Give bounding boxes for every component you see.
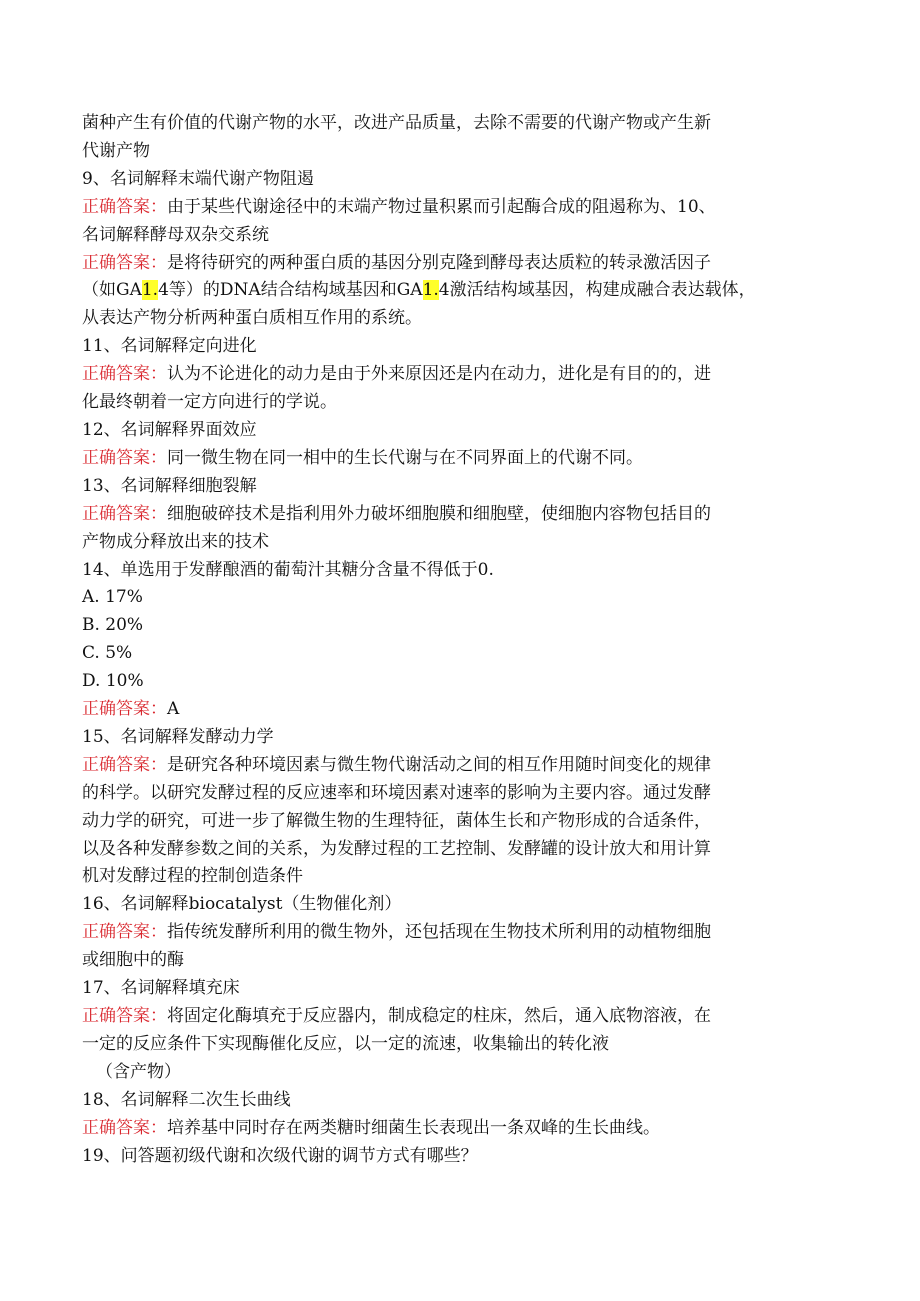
answer-label: 正确答案： [82,196,167,217]
question-10: 名词解释酵母双杂交系统 [82,224,269,245]
answer-label: 正确答案： [82,447,167,468]
text-line: 动力学的研究，可进一步了解微生物的生理特征，菌体生长和产物形成的合适条件， [82,810,711,831]
answer-line [82,361,842,389]
answer-text: A [167,699,180,720]
question-12: 12、名词解释界面效应 [82,419,257,440]
question-15: 15、名词解释发酵动力学 [82,726,274,747]
answer-line [82,250,842,278]
text-line: 菌种产生有价值的代谢产物的水平，改进产品质量，去除不需要的代谢产物或产生新 [82,113,711,133]
answer-label: 正确答案： [82,503,167,524]
answer-label: 正确答案： [82,252,167,273]
answer-label: 正确答案： [82,364,167,385]
text-line: 机对发酵过程的控制创造条件 [82,866,303,887]
highlighted-text: 1. [422,280,439,301]
answer-label: 正确答案： [82,1006,167,1026]
question-14: 14、单选用于发酵酿酒的葡萄汁其糖分含量不得低于0. [82,559,494,580]
question-13: 13、名词解释细胞裂解 [82,475,257,496]
text-line: 以及各种发酵参数之间的关系，为发酵过程的工艺控制、发酵罐的设计放大和用计算 [82,838,711,859]
question-19: 19、问答题初级代谢和次级代谢的调节方式有哪些？ [82,1145,478,1166]
answer-line [82,919,842,947]
question-18: 18、名词解释二次生长曲线 [82,1089,291,1110]
answer-line [82,696,842,724]
text-line: 产物成分释放出来的技术 [82,531,269,552]
text-fragment: （如GA [82,280,142,301]
option-d: D. 10% [82,671,144,692]
option-c: C. 5% [82,643,133,664]
answer-label: 正确答案： [82,754,167,775]
document-page [82,110,842,1170]
answer-text: 将固定化酶填充于反应器内，制成稳定的柱床，然后，通入底物溶液，在 [167,1006,711,1026]
question-16: 16、名词解释biocatalyst（生物催化剂） [82,894,402,915]
text-line: 的科学。以研究发酵过程的反应速率和环境因素对速率的影响为主要内容。通过发酵 [82,782,711,803]
option-a: A. 17% [82,587,143,608]
answer-line [82,445,842,473]
text-fragment: 4激活结构域基因，构建成融合表达载体， [438,280,756,301]
answer-text: 认为不论进化的动力是由于外来原因还是内在动力，进化是有目的的，进 [167,364,711,385]
answer-line [82,501,842,529]
answer-line [82,752,842,780]
highlighted-text: 1. [141,280,159,301]
option-b: B. 20% [82,615,144,636]
answer-line [82,194,842,222]
answer-label: 正确答案： [82,699,167,720]
text-line: 或细胞中的酶 [82,950,184,971]
text-line: 一定的反应条件下实现酶催化反应，以一定的流速，收集输出的转化液 [82,1033,609,1054]
question-17: 17、名词解释填充床 [82,978,240,999]
text-line: 从表达产物分析两种蛋白质相互作用的系统。 [82,308,422,329]
answer-text: 由于某些代谢途径中的末端产物过量积累而引起酶合成的阻遏称为、10、 [167,196,716,217]
answer-text: 细胞破碎技术是指利用外力破坏细胞膜和细胞壁，使细胞内容物包括目的 [167,503,711,524]
text-line [82,277,842,305]
answer-line [82,1003,842,1031]
answer-text: 是研究各种环境因素与微生物代谢活动之间的相互作用随时间变化的规律 [167,754,711,775]
question-11: 11、名词解释定向进化 [82,336,257,357]
answer-text: 培养基中同时存在两类糖时细菌生长表现出一条双峰的生长曲线。 [167,1117,660,1138]
answer-text: 同一微生物在同一相中的生长代谢与在不同界面上的代谢不同。 [167,447,643,468]
question-9: 9、名词解释末端代谢产物阻遏 [82,168,314,189]
answer-line [82,1115,842,1143]
text-line: 化最终朝着一定方向进行的学说。 [82,392,337,413]
text-line: （含产物） [96,1061,181,1082]
answer-label: 正确答案： [82,922,167,943]
text-fragment: 4等）的DNA结合结构域基因和GA [158,280,423,301]
answer-text: 是将待研究的两种蛋白质的基因分别克隆到酵母表达质粒的转录激活因子 [167,252,711,273]
answer-label: 正确答案： [82,1117,167,1138]
text-line: 代谢产物 [82,140,150,161]
answer-text: 指传统发酵所利用的微生物外，还包括现在生物技术所利用的动植物细胞 [167,922,711,943]
